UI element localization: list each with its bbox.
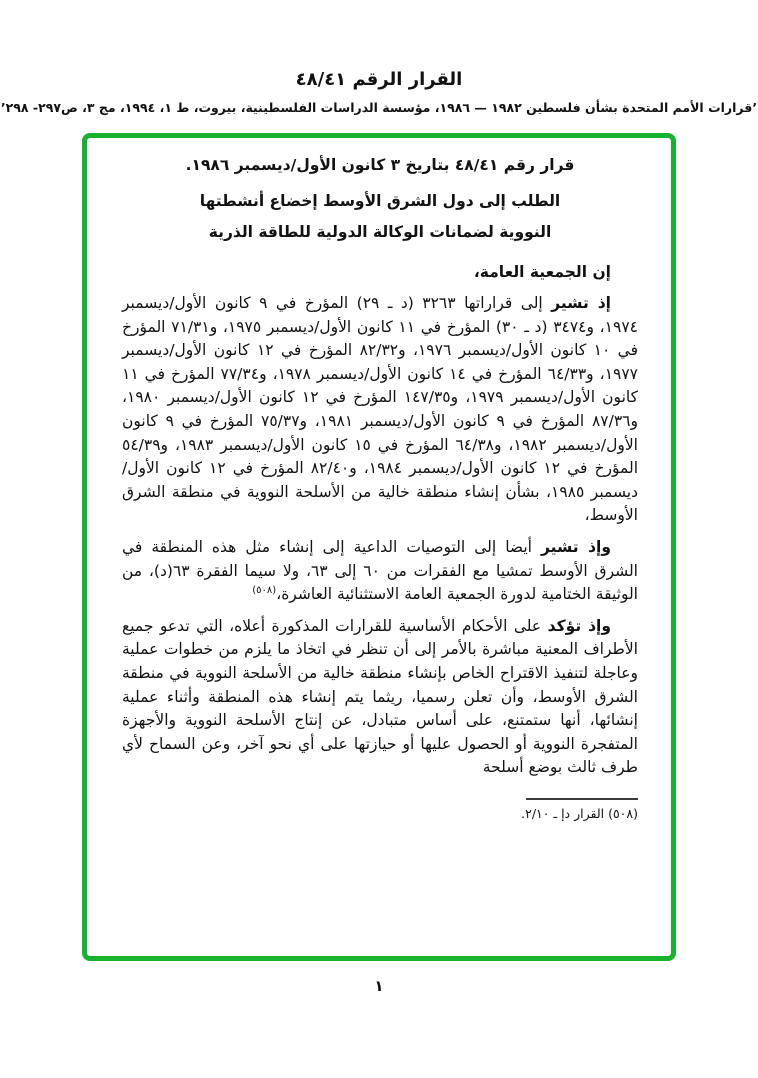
paragraph-lead: إذ تشير <box>551 294 611 312</box>
preamble-paragraph-recalling-also <box>122 536 638 607</box>
footnote-text: (٥٠٨) القرار دإ ـ ٢/١٠. <box>521 805 638 821</box>
paragraph-text: إلى قراراتها ٣٢٦٣ (د ـ ٢٩) المؤرخ في ٩ كانون الأول/ديسمبر ١٩٧٤، و٣٤٧٤ (د ـ ٣٠) المؤرخ في ١١ كانون الأول/ديسمبر ١٩٧٥، و٧١/٣١ المؤرخ في ١٠ كانون الأول/ديسمبر ١٩٧٦، و٨٢/٣٢ المؤرخ في ١٢ كانون الأول/ديسمبر ١٩٧٧، و٦٤/٣٣ المؤرخ في ١٤ كانون الأول/ديسمبر ١٩٧٨، و٧٧/٣٤ المؤرخ في ١١ كانون الأول/ديسمبر ١٩٧٩، و١٤٧/٣٥ المؤرخ في ١٢ كانون الأول/ديسمبر ١٩٨٠، و٨٧/٣٦ المؤرخ في ٩ كانون الأول/ديسمبر ١٩٨١، و٧٥/٣٧ المؤرخ في ٩ كانون الأول/ديسمبر ١٩٨٢، و٦٤/٣٨ المؤرخ في ١٥ كانون الأول/ديسمبر ١٩٨٣، و٥٤/٣٩ المؤرخ في ١٢ كانون الأول/ديسمبر ١٩٨٤، و٨٢/٤٠ المؤرخ في ١٢ كانون الأول/ديسمبر ١٩٨٥، بشأن إنشاء منطقة خالية من الأسلحة النووية في منطقة الشرق الأوسط، <box>122 294 639 525</box>
resolution-title-line-1: الطلب إلى دول الشرق الأوسط إخضاع أنشطتها <box>199 192 561 210</box>
resolution-title <box>122 186 638 248</box>
preamble-paragraph-emphasizing <box>122 615 638 780</box>
preamble-opener: إن الجمعية العامة، <box>473 263 611 281</box>
footnote-separator <box>526 798 638 800</box>
paragraph-lead: وإذ تؤكد <box>547 616 611 635</box>
paragraph-lead: وإذ تشير <box>541 537 611 556</box>
footnote-ref: (٥٠٨) <box>252 584 277 596</box>
paragraph-text: على الأحكام الأساسية للقرارات المذكورة أعلاه، التي تدعو جميع الأطراف المعنية مباشرة بالأمر إلى أن تنظر في اتخاذ ما يلزم من خطوات عملية وعاجلة لتنفيذ الاقتراح الخاص بإنشاء منطقة خالية من الأسلحة النووية في منطقة الشرق الأوسط، وأن تعلن رسميا، ريثما يتم إنشاء هذه المنطقة وأثناء عملية إنشائها، أنها ستمتنع، على أساس متبادل، عن إنتاج الأسلحة النووية والأجهزة المتفجرة النووية أو الحصول عليها أو حيازتها على أي نحو آخر، وعن السماح لأي طرف ثالث بوضع أسلحة <box>122 616 638 777</box>
resolution-number-line: قرار رقم ٤٨/٤١ بتاريخ ٣ كانون الأول/ديسمبر ١٩٨٦. <box>185 156 575 174</box>
resolution-highlight-box <box>82 133 676 961</box>
citation-line: ’قرارات الأمم المتحدة بشأن فلسطين ١٩٨٢ — ١٩٨٦، مؤسسة الدراسات الفلسطينية، بيروت، ط ١، ١٩٩٤، مج ٣، ص٢٩٧- ٢٩٨’ <box>0 100 758 115</box>
resolution-title-line-2: النووية لضمانات الوكالة الدولية للطاقة الذرية <box>208 223 552 241</box>
paragraph-text: أيضا إلى التوصيات الداعية إلى إنشاء مثل هذه المنطقة في الشرق الأوسط تمشيا مع الفقرات من ٦٠ إلى ٦٣، ولا سيما الفقرة ٦٣(د)، من الوثيقة الختامية لدورة الجمعية العامة الاستثنائية العاشرة، <box>122 537 638 604</box>
page-number: ١ <box>374 977 384 995</box>
page-header <box>0 0 758 116</box>
page-title: القرار الرقم ٤٨/٤١ <box>295 69 463 90</box>
preamble-paragraph-recalling <box>122 292 638 528</box>
